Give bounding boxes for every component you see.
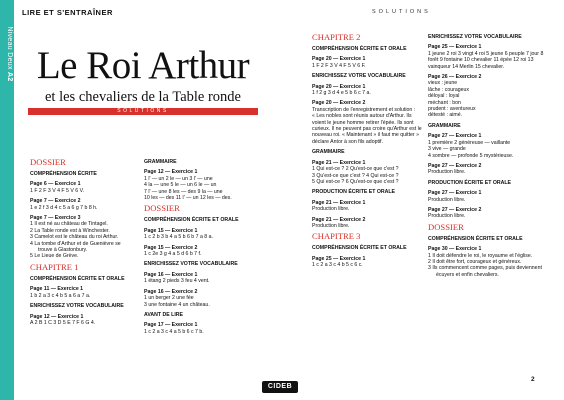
subsection-heading: COMPRÉHENSION ÉCRITE ET ORALE bbox=[312, 46, 407, 52]
section-heading: CHAPITRE 1 bbox=[30, 261, 79, 272]
answer-item: 3 Ils commencent comme pages, puis deviennent écuyers et enfin chevaliers. bbox=[428, 265, 542, 278]
page-number: 2 bbox=[531, 376, 535, 383]
answer-line: 1 Qui est-ce ? 2 Qu'est-ce que c'est ? bbox=[312, 166, 399, 173]
book-title: Le Roi Arthur bbox=[36, 44, 250, 87]
exercise-label: Page 17 — Exercice 1 bbox=[144, 322, 198, 329]
subsection-heading: ENRICHISSEZ VOTRE VOCABULAIRE bbox=[428, 34, 522, 40]
exercise-label: Page 25 — Exercice 1 bbox=[312, 255, 366, 262]
answer-line: 5 Qui est-ce ? 6 Qu'est-ce que c'est ? bbox=[312, 178, 399, 185]
exercise-label: Page 15 — Exercice 1 bbox=[144, 227, 198, 234]
answer-paragraph: Transcription de l'enregistrement et solution : bbox=[312, 106, 416, 113]
answer-item: 3 Camelot est le château du roi Arthur. bbox=[30, 234, 119, 241]
answer-line: vieux : jeune bbox=[428, 80, 458, 87]
answer-line: 7 l' — une 8 les — des 9 la — une bbox=[144, 188, 223, 195]
section-heading: CHAPITRE 2 bbox=[312, 32, 361, 42]
subsection-heading: COMPRÉHENSION ÉCRITE ET ORALE bbox=[30, 275, 125, 282]
answer-line: Production libre. bbox=[312, 206, 350, 213]
answer-line: 3 vive — grande bbox=[428, 146, 466, 153]
answer-line: 3 Qu'est-ce que c'est ? 4 Qui est-ce ? bbox=[312, 172, 399, 179]
answer-line: Production libre. bbox=[312, 222, 350, 229]
answer-paragraph: 1 jeune 2 roi 3 vingt 4 roi 5 jeune 6 peuple 7 jour 8 forêt 9 fontaine 10 chevalier 11 épée 12 roi 13 vainqueur 14 Merlin 15 chevalier. bbox=[428, 50, 544, 70]
exercise-label: Page 12 — Exercice 1 bbox=[144, 169, 198, 176]
side-level-label bbox=[1, 7, 13, 101]
answer-line: 1 b 2 a 3 c 4 b 5 a 6 a 7 a. bbox=[30, 292, 91, 299]
section-heading: DOSSIER bbox=[428, 221, 464, 232]
answer-line: Production libre. bbox=[428, 196, 466, 203]
answer-line: Production libre. bbox=[428, 169, 466, 176]
answer-line: 1 l' — un 2 le — un 3 l' — une bbox=[144, 175, 213, 182]
answer-line: 4 la — une 5 le — un 6 le — un bbox=[144, 182, 217, 189]
exercise-label: Page 21 — Exercice 1 bbox=[312, 159, 366, 166]
exercise-label: Page 15 — Exercice 2 bbox=[144, 244, 198, 251]
side-level-text: Niveau Deux bbox=[6, 26, 13, 70]
exercise-label: Page 20 — Exercice 1 bbox=[312, 83, 366, 90]
subsection-heading: COMPRÉHENSION ÉCRITE ET ORALE bbox=[312, 245, 407, 252]
exercise-label: Page 16 — Exercice 1 bbox=[144, 271, 198, 278]
answer-line: 1 F 2 F 3 V 4 F 5 V 6 F. bbox=[312, 62, 366, 69]
exercise-label: Page 7 — Exercice 3 bbox=[30, 215, 81, 222]
subsection-heading: ENRICHISSEZ VOTRE VOCABULAIRE bbox=[144, 261, 238, 268]
subsection-heading: COMPRÉHENSION ÉCRITE ET ORALE bbox=[428, 235, 523, 242]
subsection-heading: GRAMMAIRE bbox=[312, 149, 345, 156]
answers-column-4 bbox=[428, 30, 546, 278]
answer-paragraph: « Les nobles sont réunis autour d'Arthur. Ils voient le jeune homme retirer l'épée. Ils sont curieux. Il ne peuvent pas croire qu'Arthur est le nouveau roi. « Maintenant » il faut me quitter » déclare Antor à son fils adoptif. bbox=[312, 113, 422, 145]
answer-line: 1 e 2 f 3 d 4 c 5 a 6 g 7 b 8 h. bbox=[30, 204, 98, 211]
publisher-logo: CIDEB bbox=[262, 381, 298, 393]
subsection-heading: AVANT DE LIRE bbox=[144, 311, 184, 318]
header-section-title: SOLUTIONS bbox=[372, 9, 431, 15]
exercise-label: Page 25 — Exercice 1 bbox=[428, 44, 482, 51]
side-level-code: A2 bbox=[6, 72, 13, 82]
exercise-label: Page 12 — Exercice 1 bbox=[30, 313, 84, 320]
exercise-label: Page 7 — Exercice 2 bbox=[30, 198, 81, 205]
answer-item: 4 La tombe d'Arthur et de Guenièvre se trouve à Glastonbury. bbox=[30, 240, 121, 254]
exercise-label: Page 27 — Exercice 2 bbox=[428, 206, 482, 213]
answer-line: 1 F 2 F 3 V 4 F 5 V 6 V. bbox=[30, 187, 85, 194]
exercise-label: Page 6 — Exercice 1 bbox=[30, 181, 81, 188]
exercise-label: Page 16 — Exercice 2 bbox=[144, 288, 198, 295]
answer-line: détesté : aimé. bbox=[428, 112, 463, 119]
exercise-label: Page 27 — Exercice 2 bbox=[428, 162, 482, 169]
subsection-heading: COMPRÉHENSION ÉCRITE ET ORALE bbox=[144, 217, 239, 224]
exercise-label: Page 21 — Exercice 2 bbox=[312, 216, 366, 223]
answers-column-1 bbox=[30, 155, 132, 326]
answer-item: 1 Il est né au château de Tintagel. bbox=[30, 221, 108, 228]
book-subtitle: et les chevaliers de la Table ronde bbox=[45, 89, 241, 105]
exercise-label: Page 21 — Exercice 1 bbox=[312, 199, 366, 206]
subsection-heading: GRAMMAIRE bbox=[144, 159, 177, 165]
answer-line: 1 c 2e 3 g 4 a 5 d 6 b 7 f. bbox=[144, 251, 202, 258]
solutions-band bbox=[28, 108, 258, 115]
answer-line: 3 une fontaine 4 un château. bbox=[144, 301, 210, 308]
exercise-label: Page 27 — Exercice 1 bbox=[428, 190, 482, 197]
section-heading: CHAPITRE 3 bbox=[312, 231, 361, 242]
subsection-heading: GRAMMAIRE bbox=[428, 122, 461, 129]
section-heading: DOSSIER bbox=[144, 203, 180, 214]
answer-line: 10 les — des 11 l' — un 12 les — des. bbox=[144, 195, 232, 202]
answer-line: prudent : aventureux bbox=[428, 106, 476, 113]
answer-line: A 2 B 1 C 3 D 5 E 7 F 6 G 4. bbox=[30, 319, 96, 326]
subsection-heading: COMPRÉHENSION ÉCRITE bbox=[30, 171, 97, 177]
subsection-heading: ENRICHISSEZ VOTRE VOCABULAIRE bbox=[312, 73, 406, 80]
answer-line: 1 c 2 b 3 b 4 a 5 b 6 b 7 a 8 a. bbox=[144, 234, 213, 241]
answer-line: 4 sombre — profonde 5 mystérieuse. bbox=[428, 152, 514, 159]
answer-line: déloyal : loyal bbox=[428, 93, 460, 100]
exercise-label: Page 27 — Exercice 1 bbox=[428, 133, 482, 140]
subsection-heading: ENRICHISSEZ VOTRE VOCABULAIRE bbox=[30, 303, 124, 310]
answers-column-2 bbox=[144, 155, 264, 335]
answer-item: 1 Il doit défendre le roi, le royaume et l'église. bbox=[428, 252, 533, 259]
exercise-label: Page 20 — Exercice 2 bbox=[312, 100, 366, 107]
answer-line: 1 un berger 2 une fée bbox=[144, 295, 194, 302]
subsection-heading: PRODUCTION ÉCRITE ET ORALE bbox=[428, 179, 512, 186]
header-series-title: LIRE ET S'ENTRAÎNER bbox=[22, 8, 113, 17]
exercise-label: Page 30 — Exercice 1 bbox=[428, 246, 482, 253]
answer-item: 5 Le Lieue de Grève. bbox=[30, 253, 79, 260]
answer-line: 1 f 2 g 3 d 4 e 5 b 6 c 7 a. bbox=[312, 90, 371, 97]
subsection-heading: PRODUCTION ÉCRITE ET ORALE bbox=[312, 189, 396, 196]
answer-item: 2 La Table ronde est à Winchester. bbox=[30, 227, 110, 234]
answer-line: 1 c 2 a 3 c 4 a 5 b 6 c 7 b. bbox=[144, 328, 204, 335]
exercise-label: Page 20 — Exercice 1 bbox=[312, 56, 366, 63]
answer-line: 1 première 2 généreuse — vaillante bbox=[428, 139, 511, 146]
answer-line: méchant : bon bbox=[428, 99, 461, 106]
answer-line: lâche : courageux bbox=[428, 86, 469, 93]
exercise-label: Page 11 — Exercice 1 bbox=[30, 286, 84, 293]
section-heading: DOSSIER bbox=[30, 157, 66, 167]
answer-line: Production libre. bbox=[428, 213, 466, 220]
answer-line: 1 c 2 a 3 c 4 b 5 c 6 c. bbox=[312, 262, 363, 269]
answers-column-3 bbox=[312, 30, 422, 269]
answer-item: 2 Il doit être fort, courageux et généreux. bbox=[428, 258, 522, 265]
exercise-label: Page 26 — Exercice 2 bbox=[428, 74, 482, 81]
solutions-band-label: SOLUTIONS bbox=[117, 108, 169, 114]
answer-line: 1 étang 2 pieds 3 feu 4 vent. bbox=[144, 278, 210, 285]
